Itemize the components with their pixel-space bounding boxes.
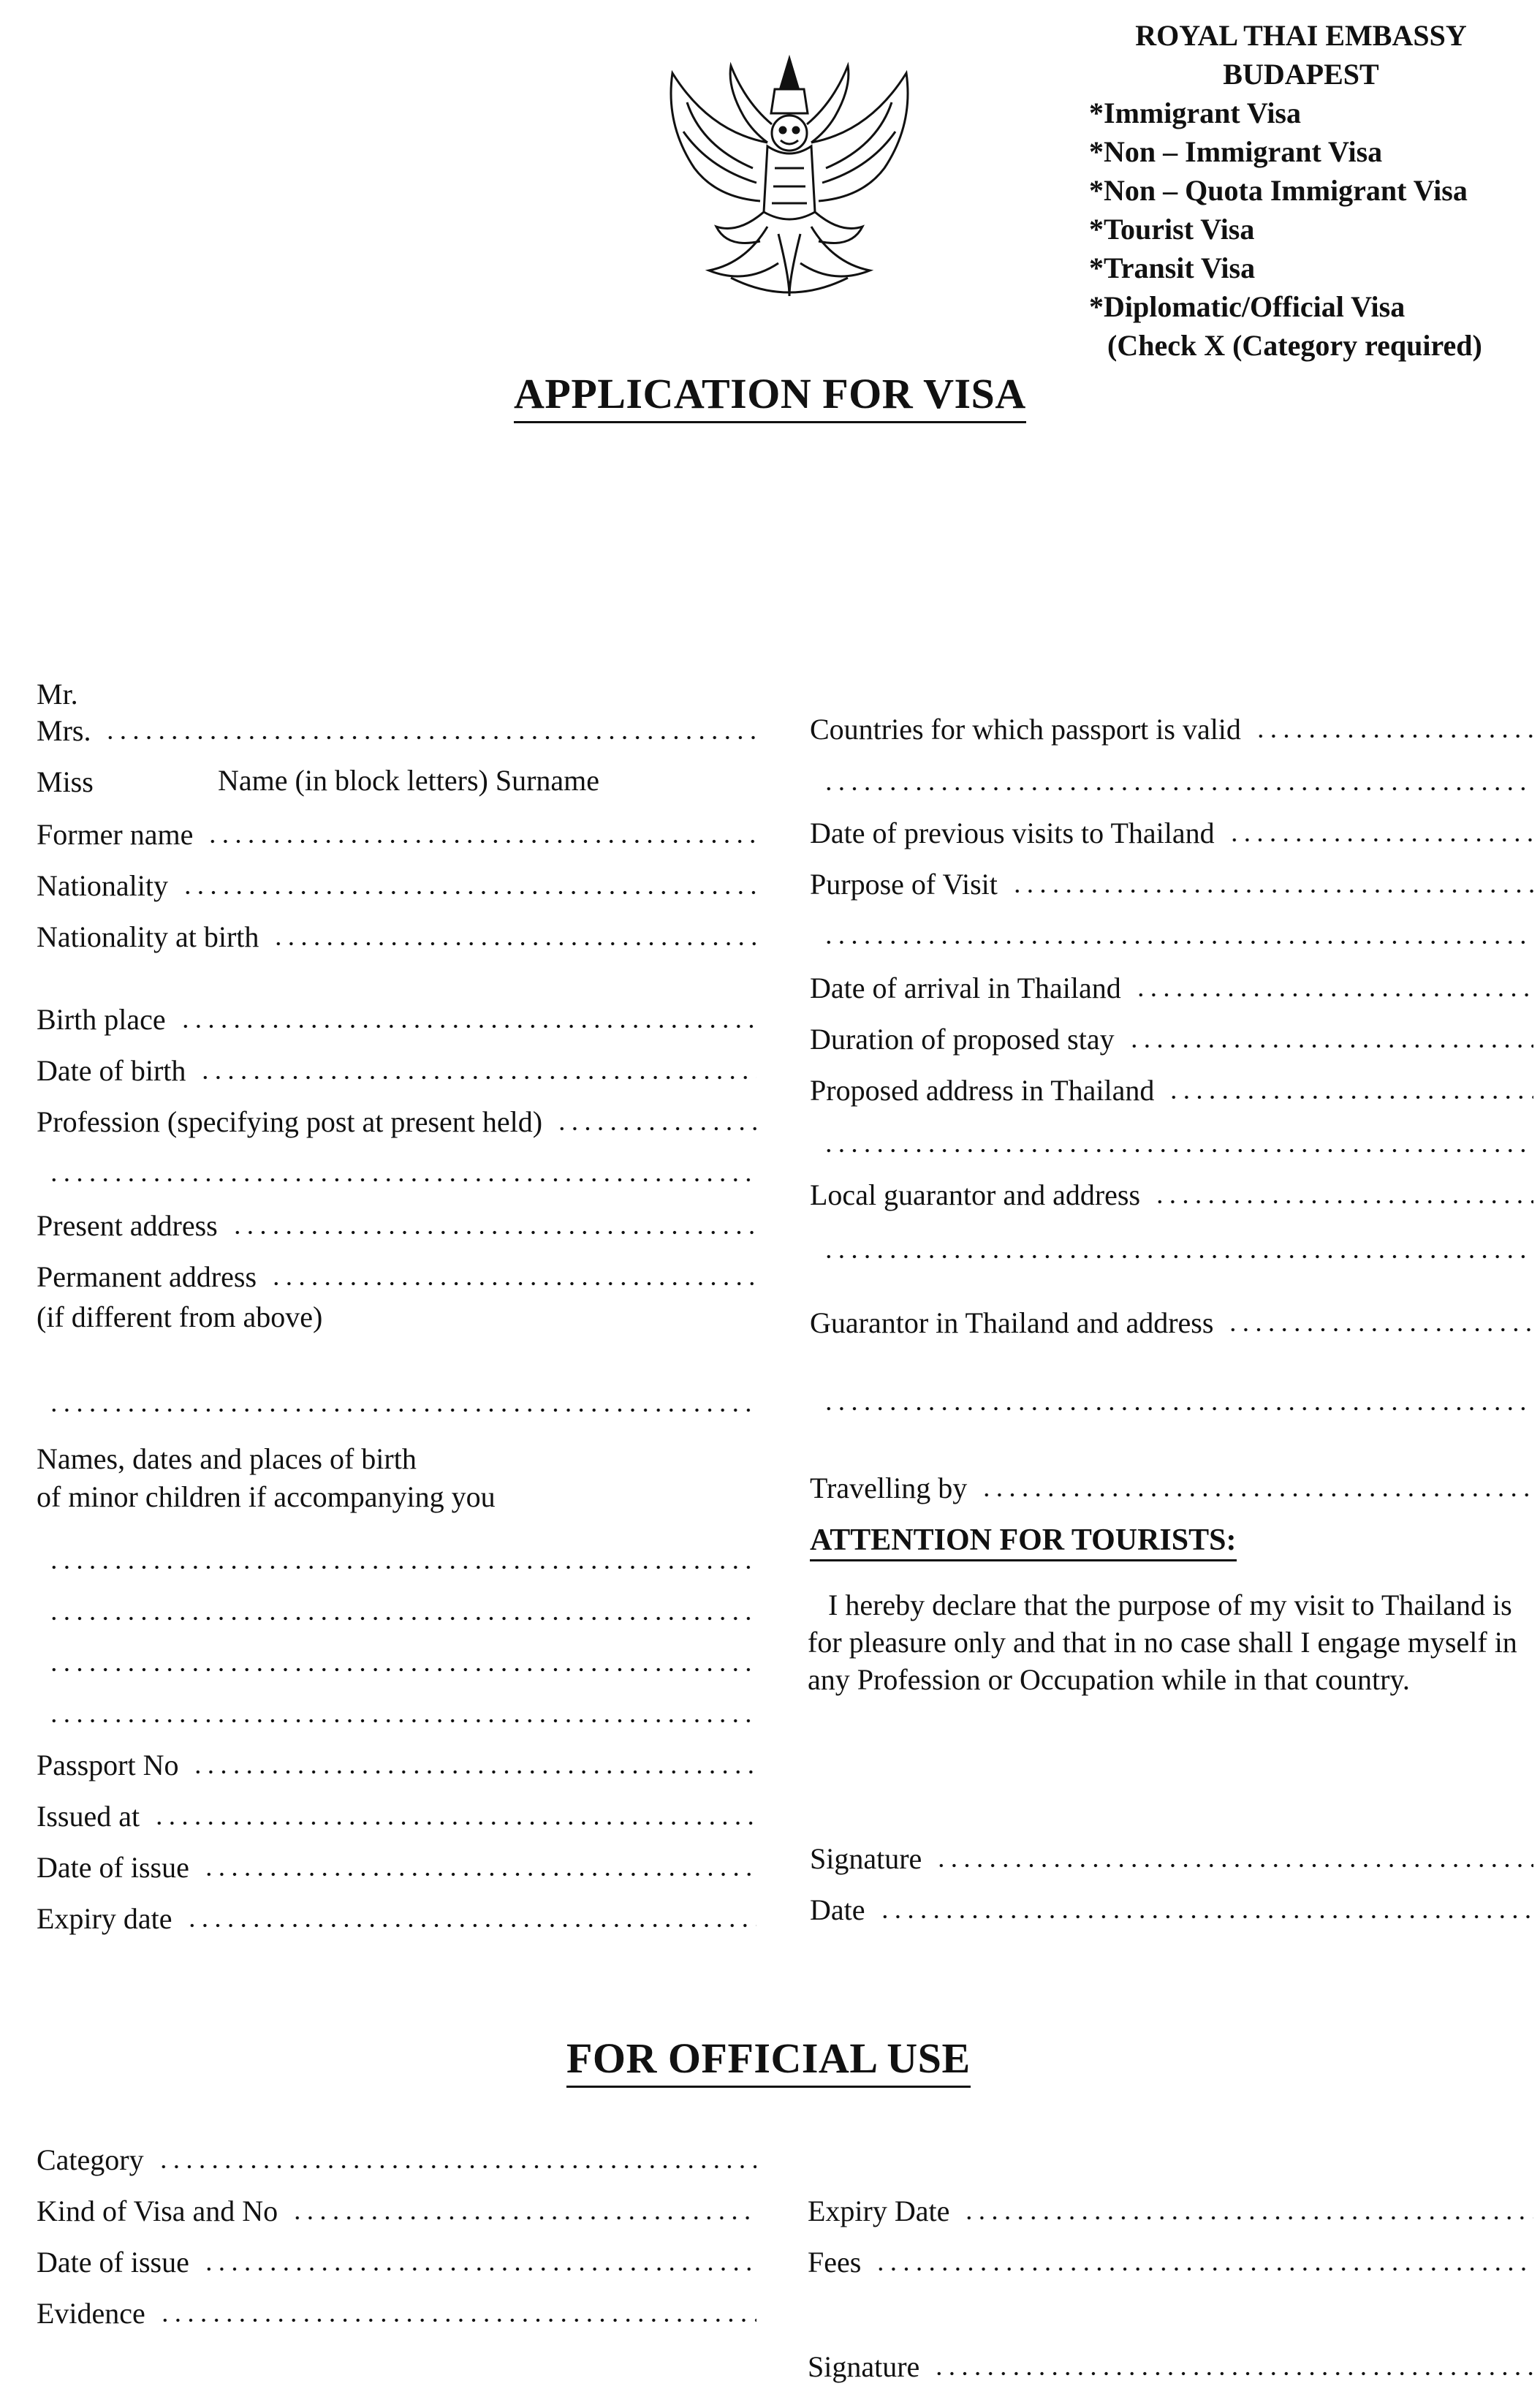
dotted-line [206,836,756,847]
field-applicant-signature[interactable] [810,1837,1533,1881]
dotted-line [48,1175,756,1185]
field-date-of-issue[interactable] [37,1846,756,1890]
dotted-line [104,732,756,743]
permanent-address-note: (if different from above) [37,1300,323,1333]
label-official-signature: Signature [808,2350,920,2383]
dotted-line [231,1227,756,1238]
dotted-line [555,1124,756,1134]
dotted-line [822,1251,1533,1262]
label-nationality-at-birth: Nationality at birth [37,920,259,953]
dotted-line [159,2315,756,2325]
field-local-guarantor-continued[interactable] [822,1228,1533,1272]
label-expiry-date: Expiry date [37,1902,172,1935]
dotted-line [202,2264,756,2274]
dotted-line [1226,1325,1533,1335]
label-date: Date [810,1893,865,1926]
dotted-line [48,1665,756,1675]
field-permanent-address-continued[interactable] [48,1382,756,1425]
label-guarantor-thailand: Guarantor in Thailand and address [810,1306,1214,1339]
dotted-line [48,1562,756,1572]
field-children-4[interactable] [48,1692,756,1736]
label-evidence: Evidence [37,2297,145,2330]
field-present-address[interactable] [37,1204,756,1248]
field-countries-valid[interactable] [810,708,1533,751]
dotted-line [291,2213,756,2223]
label-local-guarantor: Local guarantor and address [810,1178,1141,1211]
field-nationality[interactable] [37,864,756,908]
field-children-2[interactable] [48,1590,756,1634]
label-purpose-of-visit: Purpose of Visit [810,868,998,901]
category-non-quota-immigrant: *Non – Quota Immigrant Visa [1089,174,1468,207]
label-kind-of-visa: Kind of Visa and No [37,2195,278,2227]
field-profession-continued[interactable] [48,1151,756,1195]
embassy-city: BUDAPEST [1223,58,1379,91]
field-purpose-continued[interactable] [822,914,1533,958]
label-issued-at: Issued at [37,1800,140,1833]
field-official-date-of-issue[interactable] [37,2241,756,2284]
dotted-line [1011,886,1533,896]
field-previous-visits[interactable] [810,811,1533,855]
field-evidence[interactable] [37,2292,756,2336]
label-passport-no: Passport No [37,1749,179,1781]
dotted-line [1228,835,1533,845]
label-former-name: Former name [37,818,194,851]
label-profession: Profession (specifying post at present held) [37,1105,543,1138]
label-nationality: Nationality [37,869,168,902]
garuda-emblem-icon [658,44,921,307]
field-children-1[interactable] [48,1539,756,1583]
page-title: APPLICATION FOR VISA [514,369,1026,423]
label-official-category: Category [37,2143,144,2176]
field-fees[interactable] [808,2241,1533,2284]
field-official-signature[interactable] [808,2345,1533,2389]
children-label-line-2: of minor children if accompanying you [37,1480,496,1513]
label-date-of-arrival: Date of arrival in Thailand [810,972,1121,1004]
field-guarantor-thailand[interactable] [810,1301,1533,1345]
name-hint: Name (in block letters) Surname [218,764,600,797]
field-name[interactable] [37,709,756,753]
label-signature: Signature [810,1842,922,1875]
field-guarantor-thailand-continued[interactable] [822,1380,1533,1424]
official-use-title: FOR OFFICIAL USE [566,2034,971,2088]
dotted-line [1254,731,1533,741]
dotted-line [179,1021,756,1031]
label-official-date-of-issue: Date of issue [37,2246,189,2279]
label-permanent-address: Permanent address [37,1260,257,1293]
category-diplomatic-official: *Diplomatic/Official Visa [1089,290,1406,323]
field-passport-no[interactable] [37,1743,756,1787]
label-birth-place: Birth place [37,1003,166,1036]
field-date-of-arrival[interactable] [810,966,1533,1010]
dotted-line [157,2162,756,2172]
dotted-line [199,1072,756,1083]
dotted-line [822,784,1533,794]
category-transit: *Transit Visa [1089,251,1256,284]
label-previous-visits: Date of previous visits to Thailand [810,817,1215,849]
label-travelling-by: Travelling by [810,1472,968,1504]
label-duration-of-stay: Duration of proposed stay [810,1023,1115,1056]
label-date-of-issue: Date of issue [37,1851,189,1884]
label-countries-valid: Countries for which passport is valid [810,713,1241,746]
embassy-header [1089,16,1535,365]
label-official-expiry-date: Expiry Date [808,2195,950,2227]
dotted-line [153,1818,756,1828]
dotted-line [202,1869,756,1879]
dotted-line [186,1920,757,1931]
field-official-expiry-date[interactable] [808,2189,1533,2233]
dotted-line [933,2368,1533,2379]
field-applicant-date[interactable] [810,1888,1533,1932]
field-countries-valid-continued[interactable] [822,760,1533,804]
children-label-line-1: Names, dates and places of birth [37,1442,417,1475]
category-non-immigrant: *Non – Immigrant Visa [1089,135,1383,168]
embassy-name: ROYAL THAI EMBASSY [1135,19,1467,52]
label-present-address: Present address [37,1209,218,1242]
dotted-line [874,2264,1533,2274]
field-birth-place[interactable] [37,998,756,1042]
field-permanent-address[interactable] [37,1255,756,1299]
dotted-line [270,1279,756,1289]
dotted-line [1153,1197,1533,1207]
field-former-name[interactable] [37,813,756,857]
field-expiry-date[interactable] [37,1897,756,1941]
tourist-declaration: I hereby declare that the purpose of my visit to Thailand is for pleasure only and that in no case shall I engage myself in any Profession or Occupation while in that country. [808,1588,1517,1696]
dotted-line [48,1613,756,1624]
label-mrs: Mrs. [37,714,91,747]
field-profession[interactable] [37,1100,756,1144]
field-proposed-address[interactable] [810,1069,1533,1113]
dotted-line [1134,990,1533,1000]
dotted-line [879,1912,1533,1922]
dotted-line [822,1404,1533,1414]
field-children-3[interactable] [48,1641,756,1685]
attention-tourists-heading: ATTENTION FOR TOURISTS: [810,1523,1237,1561]
field-purpose-of-visit[interactable] [810,863,1533,906]
dotted-line [1128,1041,1533,1051]
field-nationality-at-birth[interactable] [37,915,756,959]
dotted-line [1167,1092,1533,1102]
field-date-of-birth[interactable] [37,1049,756,1093]
dotted-line [48,1405,756,1415]
category-check-note: (Check X (Category required) [1107,329,1482,362]
label-mr: Mr. [37,678,78,711]
field-kind-of-visa[interactable] [37,2189,756,2233]
category-immigrant: *Immigrant Visa [1089,96,1301,129]
field-local-guarantor[interactable] [810,1173,1533,1217]
dotted-line [822,1146,1533,1156]
dotted-line [822,937,1533,947]
dotted-line [272,939,756,949]
label-proposed-address: Proposed address in Thailand [810,1074,1155,1107]
label-date-of-birth: Date of birth [37,1054,186,1087]
field-official-category[interactable] [37,2138,756,2182]
field-duration-of-stay[interactable] [810,1018,1533,1061]
dotted-line [191,1767,756,1777]
dotted-line [935,1860,1533,1871]
dotted-line [980,1490,1533,1500]
field-issued-at[interactable] [37,1795,756,1839]
category-tourist: *Tourist Visa [1089,213,1255,246]
dotted-line [48,1716,756,1726]
dotted-line [181,887,756,898]
label-fees: Fees [808,2246,862,2279]
field-proposed-address-continued[interactable] [822,1122,1533,1166]
dotted-line [963,2213,1533,2223]
field-travelling-by[interactable] [810,1466,1533,1510]
label-miss: Miss [37,765,94,798]
